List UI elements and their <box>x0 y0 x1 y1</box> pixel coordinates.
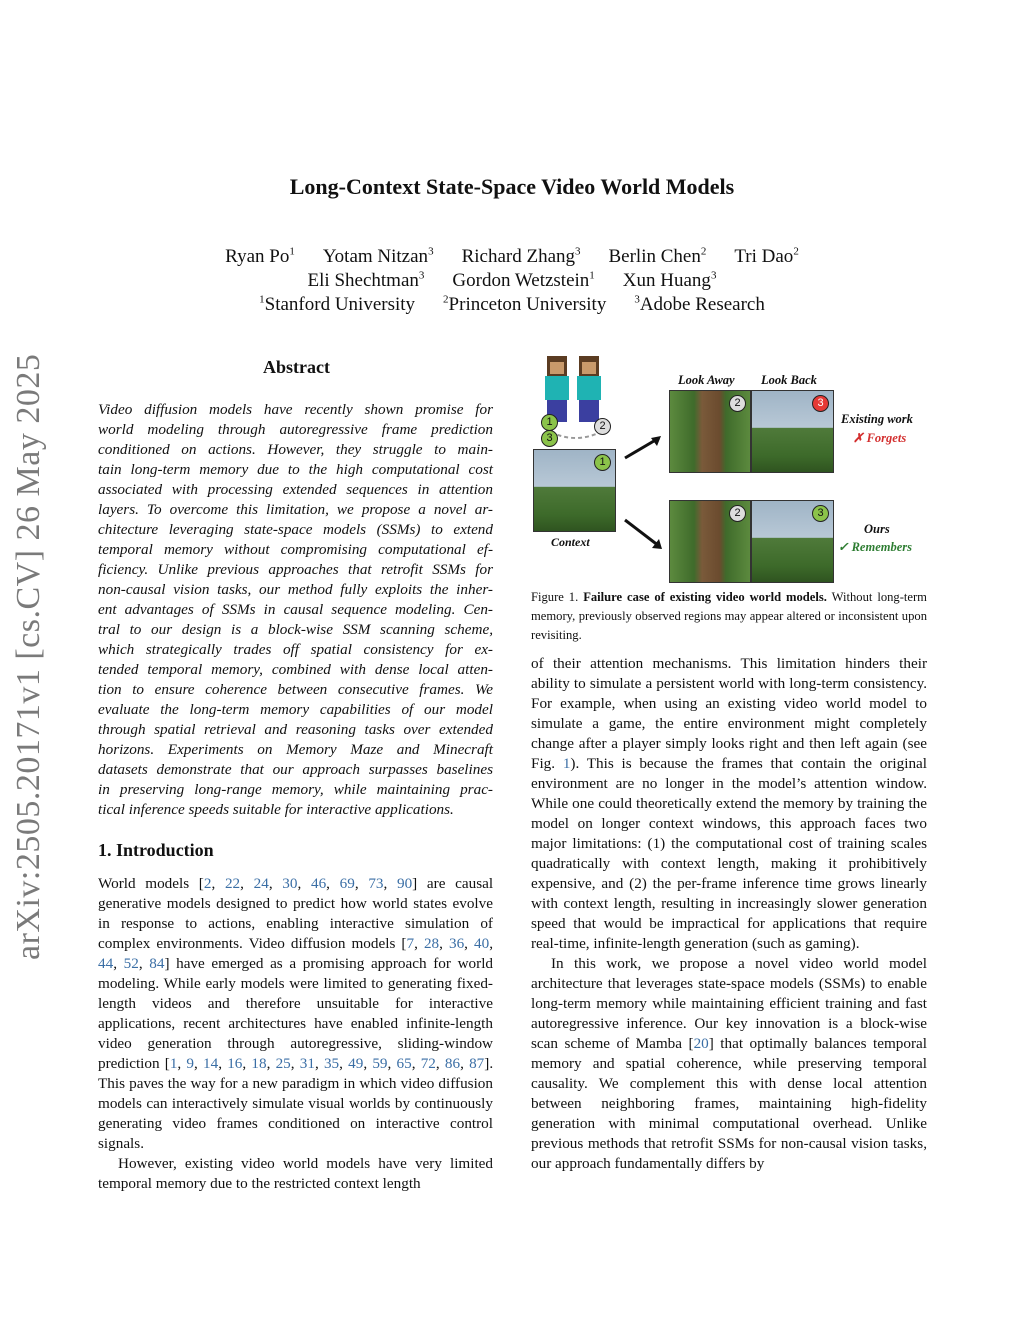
abstract-line: tral to our design is a block-wise SSM scanning scheme, <box>98 621 493 638</box>
right-paragraph-1: of their attention mechanisms. This limitation hinders their ability to simulate a persistent world with long-term consistency. For example, when using an existing video world model to simulate a game, the entire environment might completely change after a player simply looks right and then left again (see Fig. 1). This is because the frames that contain the original environment are no longer in the model’s attention window. While one could theoretically extend the memory by training the model on longer context windows, this approach faces two major limitations: (1) the computational cost of training scales quadratically with context length, making it prohibitively expensive, and (2) the per-frame inference time grows linearly with context length, resulting in increasingly slower generation speed that would be impractical for applications that require real-time, infinite-length generation (such as gaming). <box>531 655 928 952</box>
citation-link[interactable]: 9 <box>186 1055 195 1072</box>
citation-link[interactable]: 46 <box>310 875 327 892</box>
intro-paragraph-2: However, existing video world models have very limited temporal memory due to the restricted context length <box>98 1155 493 1192</box>
abstract-line: conditioned on actions. However, they struggle to main- <box>98 441 493 458</box>
affiliation-mark: 3 <box>575 246 581 258</box>
citation-link[interactable]: 16 <box>227 1055 243 1072</box>
caption-title: Failure case of existing video world models. <box>583 590 827 604</box>
citation-link[interactable]: 35 <box>323 1055 340 1072</box>
citation-link[interactable]: 40 <box>474 935 490 952</box>
author: Eli Shechtman$^3$ <box>307 270 425 292</box>
author: Tri Dao$^2$ <box>734 246 799 268</box>
arxiv-stamp: arXiv:2505.20171v1 [cs.CV] 26 May 2025 <box>10 353 47 960</box>
badge-2: 2 <box>729 395 746 412</box>
abstract-line: temporal memory without compromising computational ef- <box>98 541 493 558</box>
citation-link[interactable]: 73 <box>368 875 384 892</box>
citation-link[interactable]: 90 <box>396 875 413 892</box>
abstract-line: associated with processing extended sequences in attention <box>98 481 493 498</box>
character-left <box>545 356 569 422</box>
abstract-line: tion to ensure coherence between consecutive frames. We <box>98 681 493 698</box>
affiliation-number: 2 <box>443 294 449 306</box>
citation-link[interactable]: 44 <box>98 955 114 972</box>
citation-link[interactable]: 30 <box>282 875 298 892</box>
intro-paragraph-1: World models [2, 22, 24, 30, 46, 69, 73, 90] are causal generative models designed to predict how world states evolve in response to actions, enabling interactive simulation of complex environments. Video diffusion models [7, 28, 36, 40, 44, 52, 84] have emerged as a promising approach for world modeling. While early models were limited to generating fixed-length videos and therefore unsuitable for interactive applications, recent architectures have enabled infinite-length video generation through autoregressive, sliding-window prediction [1, 9, 14, 16, 18, 25, 31, 35, 49, 59, 65, 72, 86, 87]. This paves the way for a new paradigm in which video diffusion models can interactively simulate visual worlds by continuously generating video frames conditioned on interactive control signals. <box>98 875 494 1152</box>
look-away-label: Look Away <box>678 373 735 387</box>
citation-link[interactable]: 69 <box>339 875 355 892</box>
abstract-line: ent advantages of SSMs in causal sequence modeling. Cen- <box>98 601 493 618</box>
badge-2: 2 <box>729 505 746 522</box>
abstract-line: in preserving long-range memory, while maintaining prac- <box>98 781 493 798</box>
abstract-line: Video diffusion models have recently shown promise for <box>98 401 493 418</box>
right-paragraph-2: In this work, we propose a novel video world model architecture that leverages state-space models (SSMs) to enable long-term memory while maintaining efficient training and fast autoregressive inference. Our key innovation is a block-wise scan scheme of Mamba [20] that optimally balances temporal memory and spatial coherence, while preserving temporal causality. We complement this with dense local attention between neighboring frames, maintaining high-fidelity generation with minimal computational overhead. Unlike previous methods that retrofit SSMs for non-causal vision tasks, our approach fundamentally differs by <box>531 955 927 1172</box>
existing-work-label: Existing work <box>841 412 913 426</box>
citation-link[interactable]: 1 <box>562 755 571 772</box>
existing-look-back-frame <box>751 390 834 473</box>
affiliation-mark: 3 <box>428 246 434 258</box>
paper-title: Long-Context State-Space Video World Models <box>289 174 735 199</box>
ours-look-back-frame <box>751 500 834 583</box>
citation-link[interactable]: 84 <box>149 955 165 972</box>
abstract-line: tical inference speeds suitable for interactive applications. <box>98 801 454 818</box>
forgets-label: ✗ Forgets <box>853 431 907 445</box>
citation-link[interactable]: 59 <box>372 1055 388 1072</box>
badge-2: 2 <box>594 418 611 435</box>
citation-link[interactable]: 49 <box>348 1055 364 1072</box>
affiliation: $^3$Adobe Research <box>634 294 765 316</box>
citation-link[interactable]: 24 <box>253 875 269 892</box>
arrow-down <box>625 520 659 546</box>
affiliations <box>0 288 1024 317</box>
author: Ryan Po$^1$ <box>225 246 295 268</box>
citation-link[interactable]: 36 <box>448 935 465 952</box>
citation-link[interactable]: 22 <box>224 875 241 892</box>
citation-link[interactable]: 28 <box>423 935 440 952</box>
author: Gordon Wetzstein$^1$ <box>452 270 595 292</box>
caption-label: Figure 1. <box>531 590 579 604</box>
affiliation-number: 1 <box>259 294 265 306</box>
affiliation: $^2$Princeton University <box>443 294 607 316</box>
ours-look-away-frame <box>669 500 751 583</box>
affiliation-number: 3 <box>634 294 640 306</box>
citation-link[interactable]: 1 <box>169 1055 178 1072</box>
abstract-line: evaluate the long-term memory capabilities of our model <box>98 701 493 718</box>
citation-link[interactable]: 72 <box>420 1055 436 1072</box>
affiliation-mark: 2 <box>793 246 799 258</box>
badge-3: 3 <box>541 430 558 447</box>
figure-1-caption <box>531 588 927 645</box>
affiliation-mark: 3 <box>710 270 717 282</box>
affiliation-mark: 2 <box>700 246 707 258</box>
abstract-line: chitecture leveraging state-space models (SSMs) to extend <box>98 521 493 538</box>
citation-link[interactable]: 25 <box>275 1055 291 1072</box>
abstract-line: which strategically trades off spatial consistency for ex- <box>98 641 493 658</box>
arrows <box>619 434 667 554</box>
abstract-body <box>98 400 493 820</box>
figure-1 <box>531 352 931 582</box>
badge-3: 3 <box>812 395 829 412</box>
abstract-line: tain long-term memory due to the high computational cost <box>98 461 493 478</box>
abstract-line: world modeling through autoregressive frame prediction <box>98 421 493 438</box>
citation-link[interactable]: 86 <box>444 1055 461 1072</box>
citation-link[interactable]: 20 <box>693 1035 709 1052</box>
badge-1: 1 <box>594 454 611 471</box>
abstract-line: ficiency. Unlike previous approaches that retrofit SSMs for <box>98 561 493 578</box>
author: Richard Zhang$^3$ <box>461 246 581 268</box>
badge-1: 1 <box>541 414 558 431</box>
citation-link[interactable]: 14 <box>203 1055 219 1072</box>
intro-body <box>98 874 493 1194</box>
citation-link[interactable]: 65 <box>396 1055 412 1072</box>
existing-look-away-frame <box>669 390 751 473</box>
author: Berlin Chen$^2$ <box>608 246 707 268</box>
right-column-body <box>531 654 927 1174</box>
ours-label: Ours <box>864 522 890 536</box>
affiliation-mark: 1 <box>589 270 595 282</box>
citation-link[interactable]: 7 <box>406 935 415 952</box>
abstract-heading: Abstract <box>263 357 330 377</box>
look-back-label: Look Back <box>761 373 817 387</box>
citation-link[interactable]: 18 <box>251 1055 267 1072</box>
badge-3: 3 <box>812 505 829 522</box>
affiliation: $^1$Stanford University <box>259 294 416 316</box>
caption-text: Without long-term memory, previously observed regions may appear altered or inconsistent upon revisiting. <box>531 590 927 642</box>
abstract-line: tended temporal memory, combined with dense local atten- <box>98 661 493 678</box>
citation-link[interactable]: 87 <box>469 1055 485 1072</box>
context-label: Context <box>551 535 590 549</box>
affiliation-mark: 3 <box>418 270 425 282</box>
abstract-line: layers. To overcome this limitation, we propose a novel ar- <box>98 501 493 518</box>
affiliation-mark: 1 <box>289 246 295 258</box>
abstract-line: horizons. Experiments on Memory Maze and Minecraft <box>98 741 493 758</box>
character-right <box>577 356 601 422</box>
author: Xun Huang$^3$ <box>622 270 717 292</box>
intro-heading: 1. Introduction <box>98 840 214 860</box>
author: Yotam Nitzan$^3$ <box>322 246 434 268</box>
citation-link[interactable]: 52 <box>123 955 139 972</box>
context-frame <box>533 449 616 532</box>
abstract-line: datasets demonstrate that our approach surpasses baselines <box>98 761 493 778</box>
remembers-label: ✓ Remembers <box>838 540 913 554</box>
citation-link[interactable]: 2 <box>203 875 212 892</box>
abstract-line: non-causal vision tasks, our method fully exploits the inher- <box>98 581 493 598</box>
abstract-line: through spatial retrieval and reasoning tasks over extended <box>98 721 493 738</box>
citation-link[interactable]: 31 <box>299 1055 315 1072</box>
